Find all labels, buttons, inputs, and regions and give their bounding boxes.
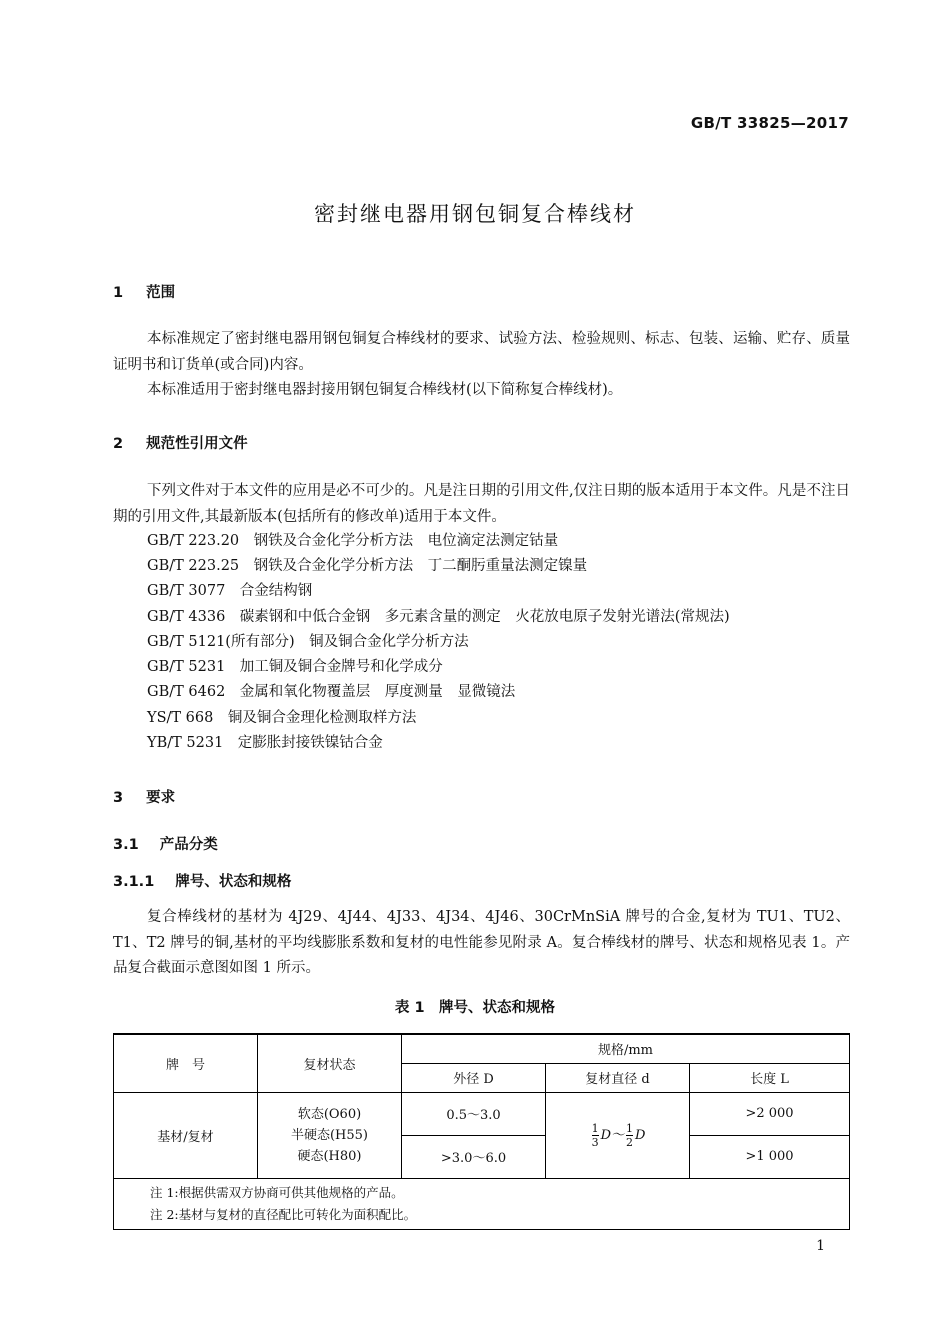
section-title: 规范性引用文件 [146, 436, 248, 452]
reference-item: GB/T 5231 加工铜及铜合金牌号和化学成分 [147, 659, 443, 675]
section-title: 牌号、状态和规格 [175, 874, 292, 890]
reference-item: GB/T 5121(所有部分) 铜及铜合金化学分析方法 [147, 634, 469, 650]
subsection-3-1-1-heading [113, 870, 291, 891]
spec-table [113, 1033, 850, 1230]
state-item: 软态(O60) [297, 1106, 362, 1122]
paragraph: 复合棒线材的基材为 4J29、4J44、4J33、4J34、4J46、30CrMnSiA 牌号的合金,复材为 TU1、TU2、T1、T2 牌号的铜,基材的平均线膨胀系数和复材的电性能参见附录 A。复合棒线材的牌号、状态和规格见表 1。产品复合截面示意图如图 1 所示。 [113, 909, 850, 976]
clad-ratio-text: D [635, 1127, 646, 1143]
paragraph: 本标准规定了密封继电器用钢包铜复合棒线材的要求、试验方法、检验规则、标志、包装、运输、贮存、质量证明书和订货单(或合同)内容。 [113, 331, 850, 373]
header-spec: 规格/mm [402, 1034, 850, 1063]
cell-states [258, 1092, 402, 1178]
cell-grade: 基材/复材 [114, 1092, 258, 1178]
state-item: 硬态(H80) [297, 1148, 362, 1164]
reference-item: YS/T 668 铜及铜合金理化检测取样方法 [147, 710, 417, 726]
section-number: 3 [113, 790, 124, 806]
cell-od-1: 0.5～3.0 [402, 1092, 546, 1135]
reference-item: GB/T 6462 金属和氧化物覆盖层 厚度测量 显微镜法 [147, 684, 516, 700]
state-item: 半硬态(H55) [290, 1127, 369, 1143]
header-state: 复材状态 [258, 1034, 402, 1092]
table-note: 注 1:根据供需双方协商可供其他规格的产品。 [150, 1184, 404, 1200]
cell-od-2: >3.0～6.0 [402, 1135, 546, 1178]
section-2-heading [113, 432, 248, 453]
paragraph: 下列文件对于本文件的应用是必不可少的。凡是注日期的引用文件,仅注日期的版本适用于本文件。凡是不注日期的引用文件,其最新版本(包括所有的修改单)适用于本文件。 [113, 483, 850, 525]
fraction: $\frac{1}{3}$ [591, 1121, 599, 1149]
clad-ratio-text: D～ [600, 1127, 624, 1143]
cell-length-1: >2 000 [690, 1092, 850, 1135]
table-note: 注 2:基材与复材的直径配比可转化为面积配比。 [150, 1206, 417, 1222]
section-title: 范围 [146, 285, 176, 301]
fraction: $\frac{1}{2}$ [626, 1121, 633, 1149]
paragraph: 本标准适用于密封继电器封接用钢包铜复合棒线材(以下简称复合棒线材)。 [147, 382, 623, 398]
reference-item: GB/T 3077 合金结构钢 [147, 583, 313, 599]
reference-item: GB/T 223.25 钢铁及合金化学分析方法 丁二酮肟重量法测定镍量 [147, 558, 588, 574]
table-notes [114, 1178, 850, 1229]
standard-number: GB/T 33825—2017 [690, 114, 849, 132]
section-number: 2 [113, 436, 124, 452]
header-clad-diameter: 复材直径 d [546, 1063, 690, 1092]
reference-item: GB/T 4336 碳素钢和中低合金钢 多元素含量的测定 火花放电原子发射光谱法(常规法) [147, 609, 730, 625]
section-number: 1 [113, 285, 124, 301]
reference-item: YB/T 5231 定膨胀封接铁镍钴合金 [147, 735, 383, 751]
section-title: 要求 [146, 790, 176, 806]
page-number: 1 [816, 1238, 825, 1254]
section-3-heading [113, 786, 175, 807]
header-outer-diameter: 外径 D [402, 1063, 546, 1092]
cell-length-2: >1 000 [690, 1135, 850, 1178]
section-number: 3.1 [113, 837, 139, 853]
section-1-heading [113, 281, 175, 302]
header-length: 长度 L [690, 1063, 850, 1092]
header-grade: 牌 号 [114, 1034, 258, 1092]
section-number: 3.1.1 [113, 874, 155, 890]
cell-clad-diameter [546, 1092, 690, 1178]
section-title: 产品分类 [159, 837, 218, 853]
table-caption: 表 1 牌号、状态和规格 [394, 1000, 556, 1016]
subsection-3-1-heading [113, 833, 218, 854]
document-title: 密封继电器用钢包铜复合棒线材 [314, 202, 636, 226]
reference-item: GB/T 223.20 钢铁及合金化学分析方法 电位滴定法测定钴量 [147, 533, 559, 549]
